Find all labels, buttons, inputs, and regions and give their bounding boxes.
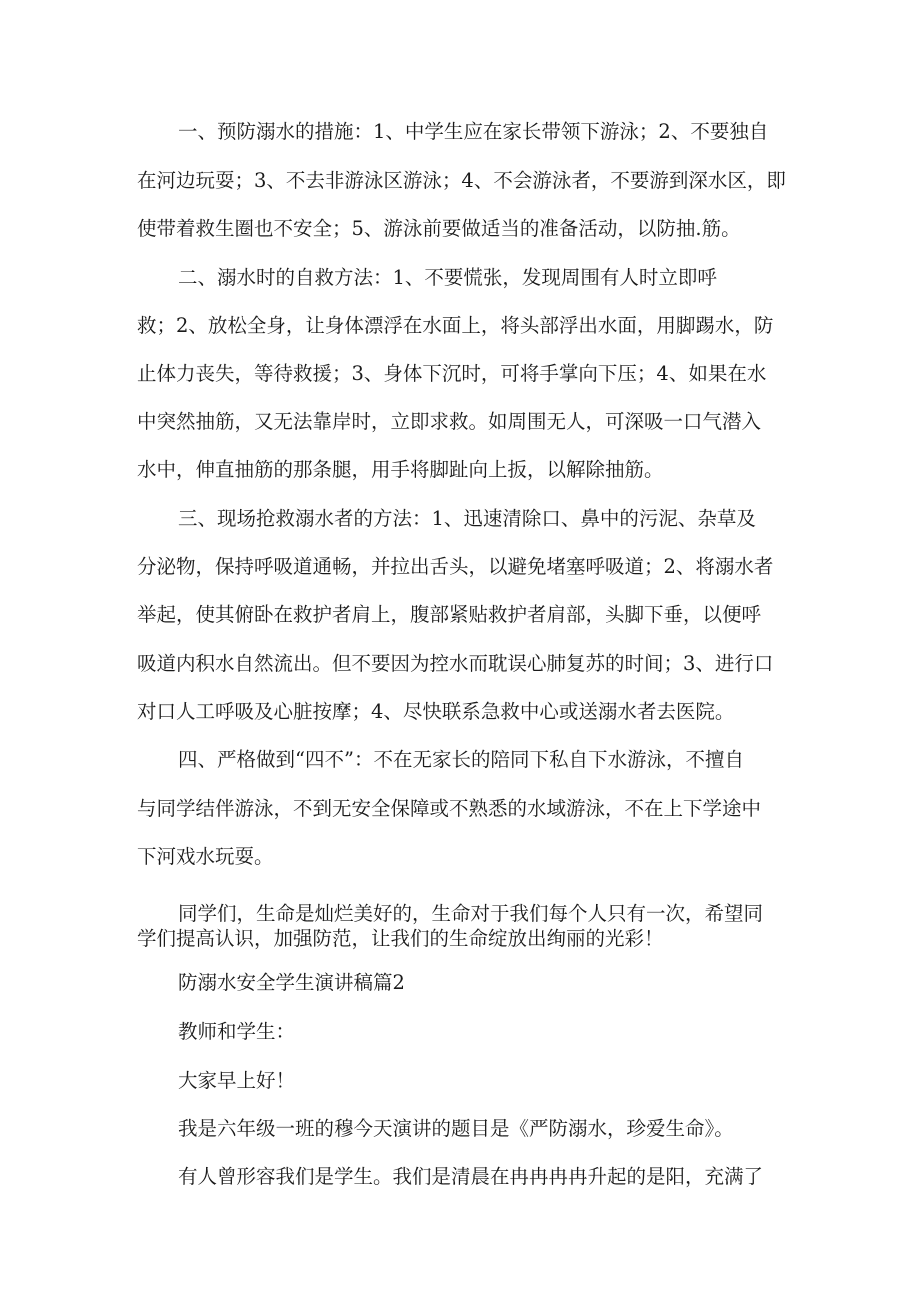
section-title: 防溺水安全学生演讲稿篇2 (178, 971, 405, 994)
para3-line5: 对口人工呼吸及心脏按摩；4、尽快联系急救中心或送溺水者去医院。 (137, 700, 735, 723)
para1-line2: 在河边玩耍；3、不去非游泳区游泳；4、不会游泳者，不要游到深水区，即 (137, 169, 786, 192)
para4-line3: 下河戏水玩耍。 (137, 845, 274, 868)
para3-line2: 分泌物，保持呼吸道通畅，并拉出舌头，以避免堵塞呼吸道；2、将溺水者 (137, 555, 774, 578)
intro-line: 我是六年级一班的穆今天演讲的题目是《严防溺水，珍爱生命》。 (178, 1117, 734, 1140)
para3-line4: 吸道内积水自然流出。但不要因为控水而耽误心肺复苏的时间；3、进行口 (137, 652, 774, 675)
para5-line2: 学们提高认识，加强防范，让我们的生命绽放出绚丽的光彩！ (137, 927, 664, 950)
para2-line5: 水中，伸直抽筋的那条腿，用手将脚趾向上扳，以解除抽筋。 (137, 458, 664, 481)
salutation: 教师和学生： (178, 1020, 296, 1043)
para1-line3: 使带着救生圈也不安全；5、游泳前要做适当的准备活动，以防抽.筋。 (137, 217, 741, 240)
para5-line1: 同学们，生命是灿烂美好的，生命对于我们每个人只有一次，希望同 (178, 902, 764, 925)
para2-line2: 救；2、放松全身，让身体漂浮在水面上，将头部浮出水面，用脚踢水，防 (137, 314, 774, 337)
para2-line4: 中突然抽筋，又无法靠岸时，立即求救。如周围无人，可深吸一口气潜入 (137, 410, 762, 433)
para3-line3: 举起，使其俯卧在救护者肩上，腹部紧贴救护者肩部，头脚下垂，以便呼 (137, 603, 762, 626)
para2-line1: 二、溺水时的自救方法：1、不要慌张，发现周围有人时立即呼 (178, 266, 717, 289)
body-line: 有人曾形容我们是学生。我们是清晨在冉冉冉冉升起的是阳，充满了 (178, 1165, 764, 1188)
para1-line1: 一、预防溺水的措施：1、中学生应在家长带领下游泳；2、不要独自 (178, 120, 769, 143)
para2-line3: 止体力丧失，等待救援；3、身体下沉时，可将手掌向下压；4、如果在水 (137, 362, 767, 385)
para4-line2: 与同学结伴游泳，不到无安全保障或不熟悉的水域游泳，不在上下学途中 (137, 797, 762, 820)
para4-line1: 四、严格做到“四不”：不在无家长的陪同下私自下水游泳，不擅自 (178, 748, 744, 771)
greeting: 大家早上好！ (178, 1069, 296, 1092)
para3-line1: 三、现场抢救溺水者的方法：1、迅速清除口、鼻中的污泥、杂草及 (178, 507, 756, 530)
